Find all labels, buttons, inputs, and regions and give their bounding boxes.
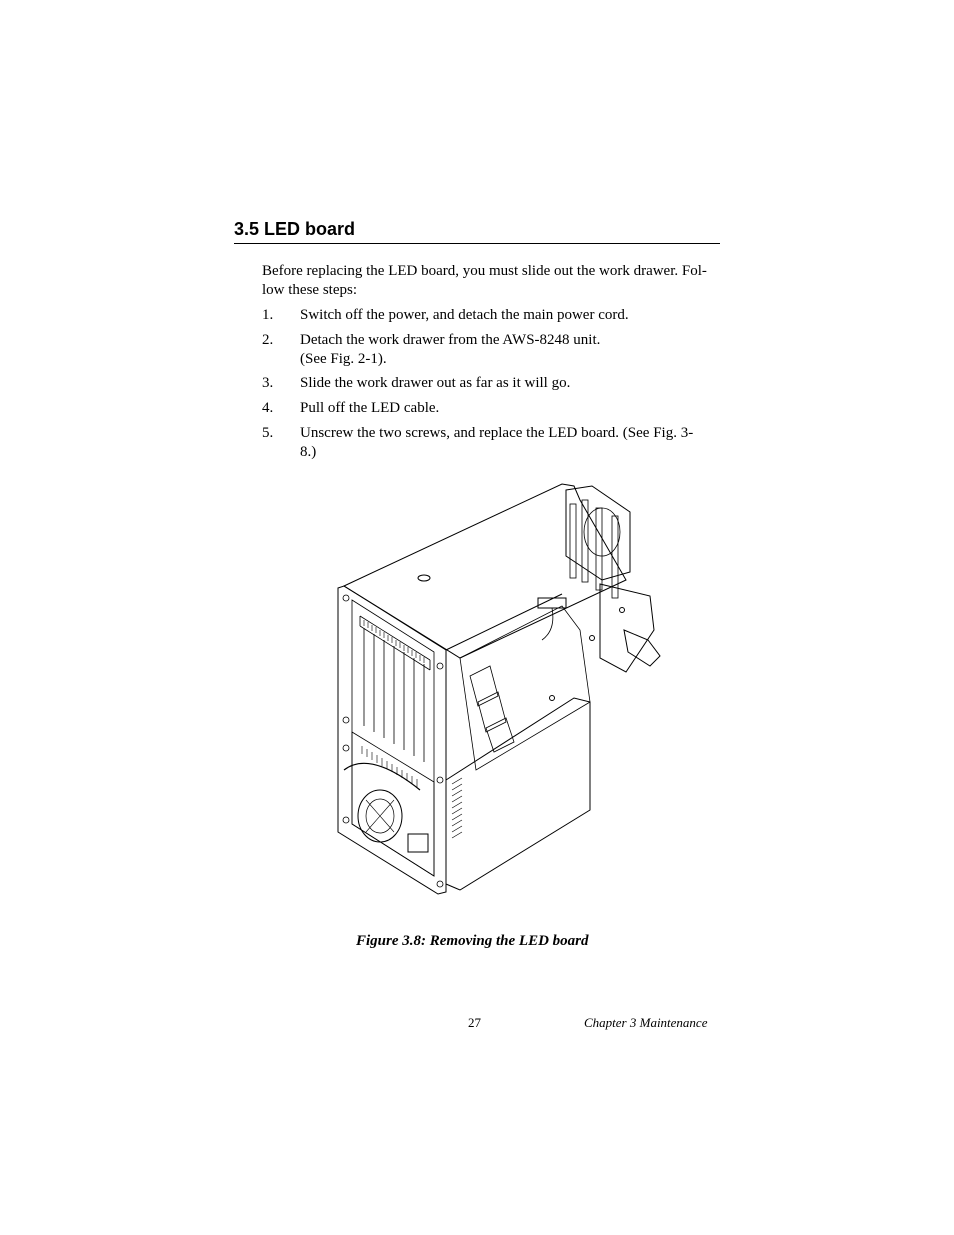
section-heading: 3.5 LED board bbox=[234, 219, 356, 239]
intro-paragraph bbox=[262, 262, 720, 300]
step-text: Pull off the LED cable. bbox=[300, 400, 440, 416]
bracket-screw-icon bbox=[620, 608, 625, 613]
card-slots bbox=[470, 666, 514, 752]
bracket-screw-icon bbox=[590, 636, 595, 641]
power-supply-face bbox=[352, 732, 434, 876]
power-supply-side bbox=[446, 698, 590, 890]
step-number: 1. bbox=[262, 307, 274, 323]
step-text: Switch off the power, and detach the main power cord. bbox=[300, 307, 629, 323]
led-cable bbox=[542, 608, 553, 640]
figure-caption: Figure 3.8: Removing the LED board bbox=[356, 933, 589, 949]
chapter-label: Chapter 3 Maintenance bbox=[584, 1015, 708, 1030]
step-number: 4. bbox=[262, 400, 274, 416]
step-text-continued: (See Fig. 2-1). bbox=[300, 351, 387, 367]
step-text: Unscrew the two screws, and replace the LED board. (See Fig. 3- bbox=[300, 425, 694, 441]
interior-bay bbox=[460, 606, 590, 770]
rear-fan-bracket bbox=[566, 486, 630, 580]
step-number: 3. bbox=[262, 375, 274, 391]
power-inlet-icon bbox=[408, 834, 428, 852]
heading-rule bbox=[234, 243, 720, 244]
step-text-continued: 8.) bbox=[300, 444, 317, 460]
chassis-top bbox=[344, 484, 626, 658]
top-screw-icon bbox=[418, 575, 430, 581]
front-panel bbox=[338, 586, 446, 894]
page-number: 27 bbox=[468, 1015, 481, 1030]
chassis-line-drawing bbox=[330, 480, 670, 900]
step-text: Slide the work drawer out as far as it will go. bbox=[300, 375, 571, 391]
step-number: 2. bbox=[262, 332, 274, 348]
handle bbox=[344, 763, 420, 790]
bracket-screw-icon bbox=[550, 696, 555, 701]
slot-covers bbox=[360, 616, 430, 762]
step-number: 5. bbox=[262, 425, 274, 441]
vent-side bbox=[452, 778, 462, 838]
step-text: Detach the work drawer from the AWS-8248 unit. bbox=[300, 332, 601, 348]
rear-card-slots bbox=[570, 500, 618, 598]
led-bracket bbox=[600, 584, 654, 672]
top-edge bbox=[446, 594, 562, 650]
intro-text: Before replacing the LED board, you must slide out the work drawer. Fol-low these steps: bbox=[262, 263, 707, 298]
